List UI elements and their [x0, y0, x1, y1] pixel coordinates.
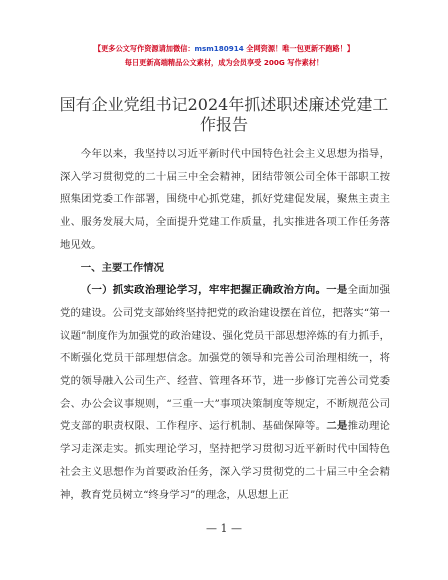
- promo-text-b: 全网资源！唯一包更新不跑路！】: [243, 44, 355, 53]
- point-body-2: 推动理论学习走深走实。抓实理论学习，坚持把学习贯彻习近平新时代中国特色社会主义思想作为首要政治任务，深入学习贯彻党的二十届三中全会精神，教育党员树立“终身学习”的理念，从思想上正: [60, 420, 391, 501]
- subsection-heading: （一）抓实政治理论学习，牢牢把握正确政治方向。: [80, 284, 327, 297]
- point-lead-1: 一是: [326, 284, 348, 297]
- point-lead-2: 二是: [326, 420, 348, 433]
- title-line-1: 国有企业党组书记2024年抓述职述廉述党建工: [59, 95, 389, 114]
- promo-banner-line1: [0, 44, 448, 54]
- document-body: [60, 143, 390, 506]
- promo-text-a: 【更多公文写作资源请加微信：: [93, 44, 195, 53]
- subsection-paragraph: [60, 279, 390, 506]
- intro-paragraph: 今年以来，我坚持以习近平新时代中国特色社会主义思想为指导，深入学习贯彻党的二十届三中全会精神，团结带领公司全体干部职工按照集团党委工作部署，围绕中心抓党建，抓好党建促发展，聚焦主责主业、服务发展大局，全面提升党建工作质量，扎实推进各项工作任务落地见效。: [60, 148, 390, 251]
- point-body-1: 全面加强党的建设。公司党支部始终坚持把党的政治建设摆在首位，把落实“第一议题”制度作为加强党的政治建设、强化党员干部思想淬炼的有力抓手，不断强化党员干部理想信念。加强党的领导和完善公司治理相统一，将党的领导融入公司生产、经营、管理各环节，进一步修订完善公司党委会、办公会议事规则，“三重一大”事项决策制度等规定，不断规范公司党支部的职责权限、工作程序、运行机制、基础保障等。: [60, 284, 390, 433]
- title-line-2: 作报告: [199, 115, 248, 134]
- promo-wechat-id: msm180914: [194, 44, 244, 53]
- page-number: — 1 —: [206, 522, 242, 535]
- section-heading: 一、主要工作情况: [80, 261, 164, 274]
- document-title: [34, 95, 414, 135]
- promo-banner-line2: 每日更新高端精品公文素材，成为会员享受 200G 写作素材！: [124, 58, 324, 67]
